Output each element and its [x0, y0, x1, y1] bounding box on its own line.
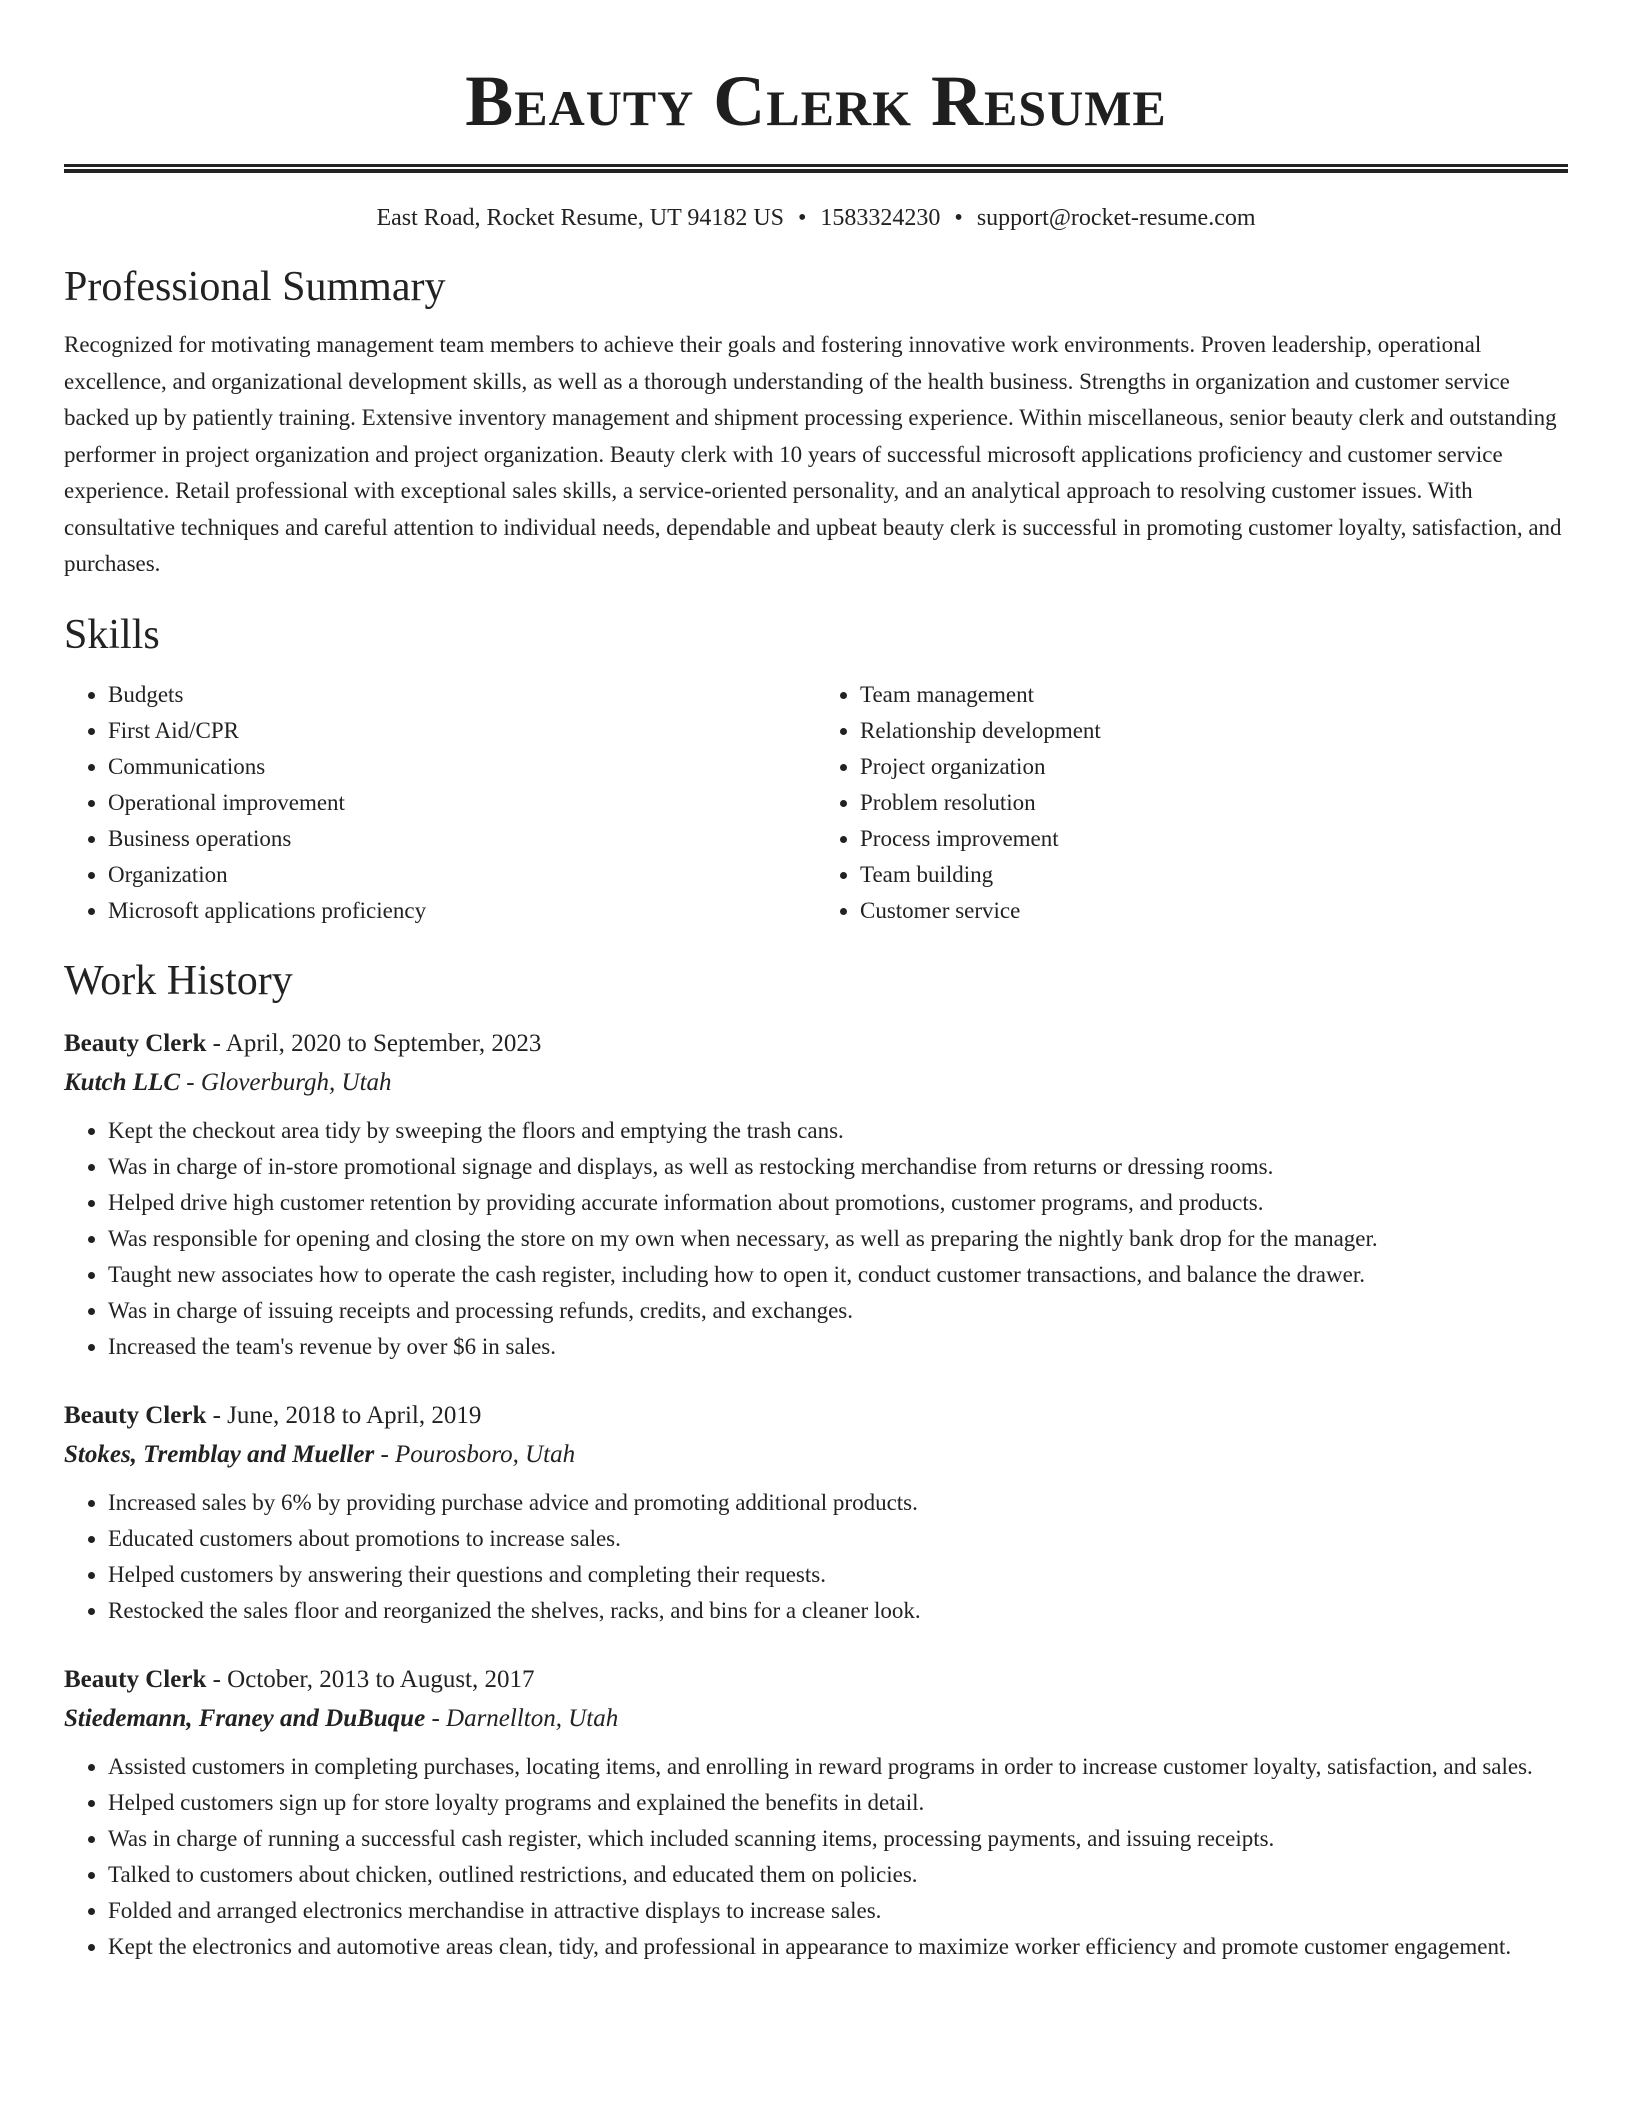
job-company: Kutch LLC	[64, 1068, 180, 1096]
job-company: Stiedemann, Franey and DuBuque	[64, 1704, 426, 1732]
job-duty: • Was in charge of issuing receipts and processing refunds, credits, and exchanges.	[108, 1293, 1568, 1329]
job-company-line	[64, 1699, 1568, 1739]
contact-separator: •	[954, 205, 963, 231]
skill-item: • Relationship development	[860, 713, 1568, 749]
job-duties-list	[64, 1749, 1568, 1965]
skill-item: • Customer service	[860, 893, 1568, 929]
skill-item: • Project organization	[860, 749, 1568, 785]
job-title: Beauty Clerk	[64, 1665, 207, 1693]
job-duty: • Increased the team's revenue by over $6 in sales.	[108, 1329, 1568, 1365]
job-title-line	[64, 1661, 1568, 1699]
job-location: - Darnellton, Utah	[425, 1704, 619, 1732]
job-duty: • Kept the electronics and automotive areas clean, tidy, and professional in appearance to maximize worker efficiency and promote customer engagement.	[108, 1929, 1568, 1965]
job-duty: • Helped customers by answering their questions and completing their requests.	[108, 1557, 1568, 1593]
skill-item: • Organization	[108, 857, 816, 893]
job-duty: • Restocked the sales floor and reorganized the shelves, racks, and bins for a cleaner look.	[108, 1593, 1568, 1629]
skill-item: • Team management	[860, 677, 1568, 713]
summary-heading: Professional Summary	[64, 264, 446, 310]
skill-item: • Communications	[108, 749, 816, 785]
skill-item: • Budgets	[108, 677, 816, 713]
job-duties-list	[64, 1485, 1568, 1629]
job-title-line	[64, 1025, 1568, 1063]
skill-item: • Microsoft applications proficiency	[108, 893, 816, 929]
job-company-line	[64, 1063, 1568, 1103]
skills-heading: Skills	[64, 611, 160, 658]
summary-text: Recognized for motivating management team members to achieve their goals and fostering innovative work environments. Proven leadership, operational excellence, and organizational development skills, as well as a thorough understanding of the health business. Strengths in organization and customer service backed up by patiently training. Extensive inventory management and shipment processing experience. Within miscellaneous, senior beauty clerk and outstanding performer in project organization and project organization. Beauty clerk with 10 years of successful microsoft applications proficiency and customer service experience. Retail professional with exceptional sales skills, a service-oriented personality, and an analytical approach to resolving customer issues. With consultative techniques and careful attention to individual needs, dependable and upbeat beauty clerk is successful in promoting customer loyalty, satisfaction, and purchases.	[64, 332, 1562, 576]
job-company: Stokes, Tremblay and Mueller	[64, 1440, 375, 1468]
job-location: - Pourosboro, Utah	[374, 1440, 576, 1468]
job-duty: • Helped customers sign up for store loyalty programs and explained the benefits in detail.	[108, 1785, 1568, 1821]
skill-item: • Process improvement	[860, 821, 1568, 857]
skills-list-left	[64, 677, 816, 929]
skill-item: • Team building	[860, 857, 1568, 893]
skills-grid	[64, 677, 1568, 929]
skill-item: • First Aid/CPR	[108, 713, 816, 749]
job-duty: • Was in charge of in-store promotional signage and displays, as well as restocking merchandise from returns or dressing rooms.	[108, 1149, 1568, 1185]
contact-phone: 1583324230	[820, 205, 941, 231]
job-duty: • Was responsible for opening and closing the store on my own when necessary, as well as preparing the nightly bank drop for the manager.	[108, 1221, 1568, 1257]
job-duty: • Talked to customers about chicken, outlined restrictions, and educated them on policies.	[108, 1857, 1568, 1893]
resume-title: Beauty Clerk Resume	[465, 61, 1167, 141]
contact-line	[64, 203, 1568, 233]
job-entry	[64, 1397, 1568, 1629]
skill-item: • Business operations	[108, 821, 816, 857]
job-duty: • Taught new associates how to operate the cash register, including how to open it, conduct customer transactions, and balance the drawer.	[108, 1257, 1568, 1293]
job-dates: - October, 2013 to August, 2017	[206, 1665, 535, 1693]
job-entry	[64, 1025, 1568, 1365]
job-duty: • Increased sales by 6% by providing purchase advice and promoting additional products.	[108, 1485, 1568, 1521]
contact-separator: •	[798, 205, 807, 231]
job-title-line	[64, 1397, 1568, 1435]
job-title: Beauty Clerk	[64, 1401, 207, 1429]
skill-item: • Problem resolution	[860, 785, 1568, 821]
job-duty: • Helped drive high customer retention by providing accurate information about promotions, customer programs, and products.	[108, 1185, 1568, 1221]
job-duty: • Was in charge of running a successful cash register, which included scanning items, processing payments, and issuing receipts.	[108, 1821, 1568, 1857]
job-duty: • Kept the checkout area tidy by sweeping the floors and emptying the trash cans.	[108, 1113, 1568, 1149]
job-company-line	[64, 1435, 1568, 1475]
job-duties-list	[64, 1113, 1568, 1365]
skills-list-right	[816, 677, 1568, 929]
job-duty: • Educated customers about promotions to increase sales.	[108, 1521, 1568, 1557]
work-history-heading: Work History	[64, 957, 293, 1004]
job-entry	[64, 1661, 1568, 1965]
job-title: Beauty Clerk	[64, 1029, 207, 1057]
job-duty: • Assisted customers in completing purchases, locating items, and enrolling in reward programs in order to increase customer loyalty, satisfaction, and sales.	[108, 1749, 1568, 1785]
contact-address: East Road, Rocket Resume, UT 94182 US	[376, 205, 785, 231]
skill-item: • Operational improvement	[108, 785, 816, 821]
job-dates: - June, 2018 to April, 2019	[206, 1401, 482, 1429]
job-dates: - April, 2020 to September, 2023	[206, 1029, 542, 1057]
job-location: - Gloverburgh, Utah	[180, 1068, 392, 1096]
job-duty: • Folded and arranged electronics merchandise in attractive displays to increase sales.	[108, 1893, 1568, 1929]
title-divider	[64, 164, 1568, 173]
contact-email: support@rocket-resume.com	[976, 205, 1256, 231]
